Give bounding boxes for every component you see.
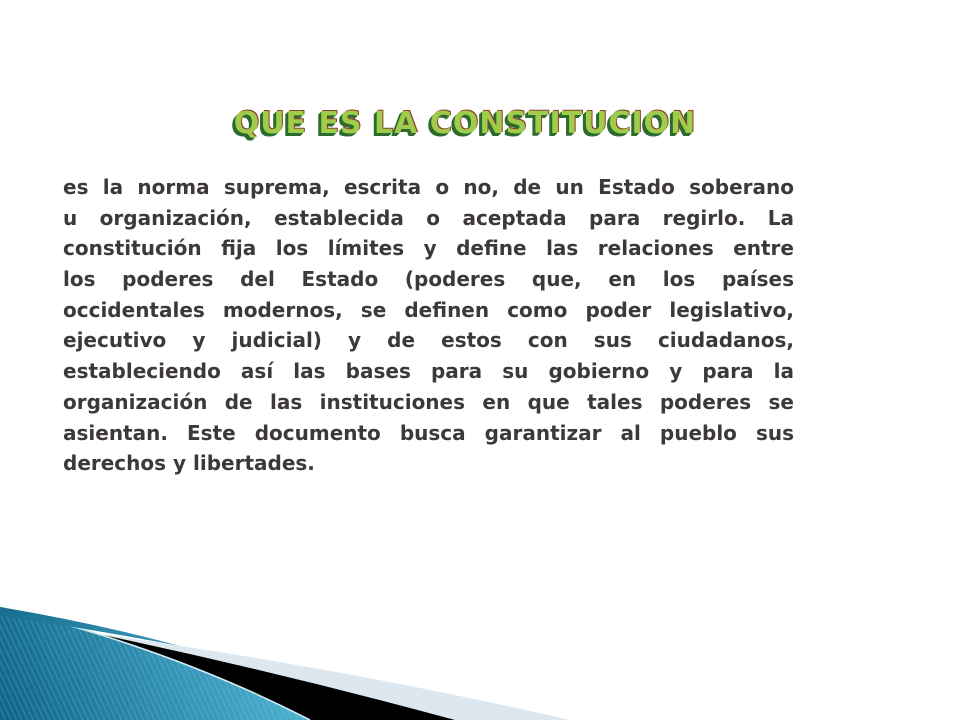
body-line: asientan. Este documento busca garantizar al pueblo sus [63, 420, 794, 445]
body-line: es la norma suprema, escrita o no, de un Estado soberano [63, 175, 794, 199]
slide-title: QUE ES LA CONSTITUCION [233, 106, 697, 141]
body-paragraph [63, 172, 794, 479]
body-line: u organización, establecida o aceptada para regirlo. La [63, 205, 794, 230]
ribbon-edge-highlight [0, 607, 310, 720]
body-line: occidentales modernos, se definen como poder legislativo, [63, 297, 794, 322]
ribbon-teal-stripes [0, 607, 310, 720]
body-line: derechos y libertades. [63, 451, 315, 476]
ribbon-teal-sliver [0, 607, 180, 646]
body-line: estableciendo así las bases para su gobierno y para la [63, 359, 794, 384]
body-line: constitución fija los límites y define las relaciones entre [63, 236, 794, 261]
body-line: ejecutivo y judicial) y de estos con sus ciudadanos, [63, 328, 794, 353]
ribbon-teal-triangle [0, 607, 310, 720]
ribbon-black-wedge [0, 614, 455, 720]
body-line: organización de las instituciones en que tales poderes se [63, 389, 794, 414]
body-line: los poderes del Estado (poderes que, en los países [63, 267, 794, 292]
ribbon-pale-wedge [0, 621, 570, 720]
